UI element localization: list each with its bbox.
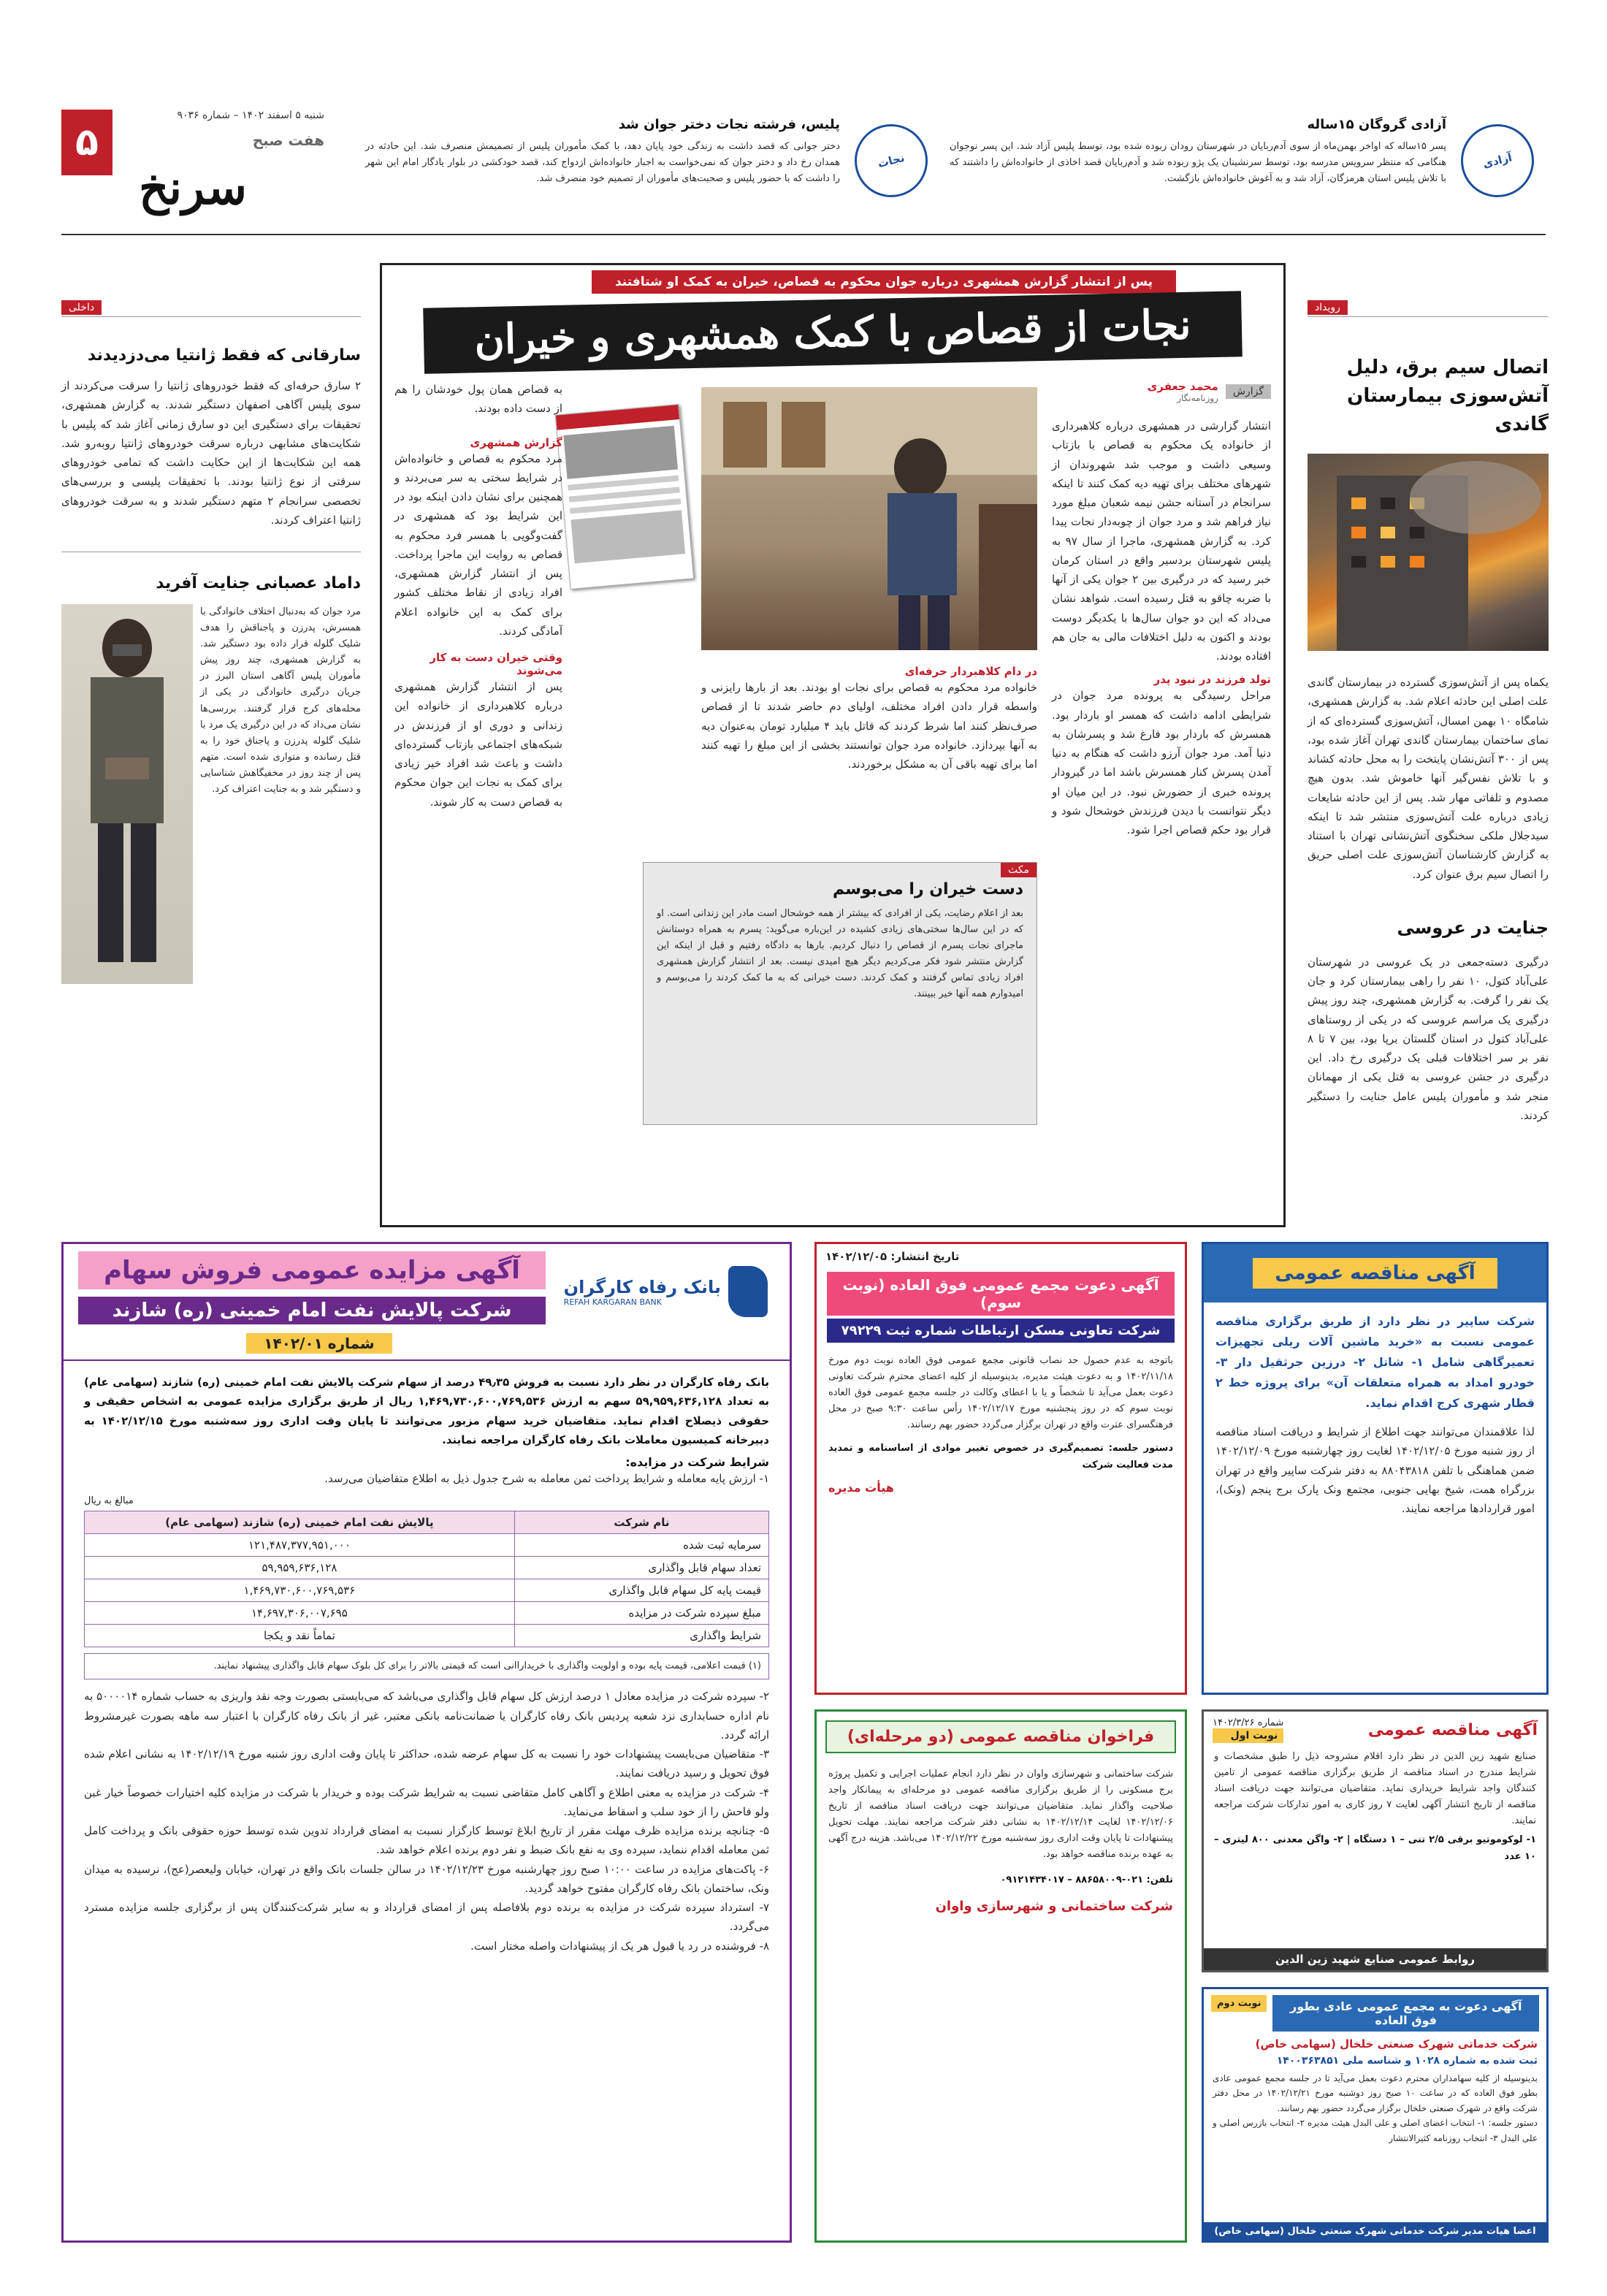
tender1-body-bold: شرکت ساپیر در نظر دارد از طریق برگزاری مناقصه عمومی نسبت به «خرید ماشین آلات ریلی تجهیزات تعمیرگاهی شامل ۱- شاتل ۲- درزین جرثقیل دار ۳- خودرو امداد به همراه متعلقات آن» برای پروژه خط ۲ قطار شهری کرج اقدام نماید. — [1215, 1314, 1535, 1410]
assembly2-title: آگهی دعوت به مجمع عمومی عادی بطور فوق العاده — [1272, 1995, 1539, 2032]
table-cell-value: تماماً نقد و یکجا — [85, 1625, 515, 1647]
main-col1b-text: مراحل رسیدگی به پرونده مرد جوان در شرایطی ادامه داشت که همسر او باردار بود. همسرش که باردار بود فارغ شد و پسرشان به دنیا آمد. مرد جوان آرزو داشت که هنگام به دنیا آمدن پسرش کنار همسرش باشد اما در گیرودار پرونده خبری از حضورش نبود. در این میان او دیگر نتوانست با دیدن فرزندش خوشحال شود و قرار بود حکم قصاص اجرا شود. — [1052, 689, 1271, 836]
assembly2-reg: ثبت شده به شماره ۱۰۲۸ و شناسه ملی ۱۴۰۰۳۶۳۸۵۱ — [1276, 2055, 1538, 2067]
assembly2-footer: اعضا هیات مدیر شرکت خدماتی شهرک صنعتی خلخال (سهامی خاص) — [1204, 2222, 1546, 2240]
tender1-ad — [1202, 1242, 1549, 1695]
tender3-round: نوبت اول — [1213, 1728, 1283, 1743]
top-news-2-title: پلیس، فرشته نجات دختر جوان شد — [618, 117, 840, 132]
auction-number: شماره ۱۴۰۲/۰۱ — [246, 1333, 392, 1354]
tender3-title: آگهی مناقصه عمومی — [1367, 1721, 1538, 1739]
assembly2-agenda: دستور جلسه: ۱- انتخاب اعضای اصلی و علی البدل هیئت مدیره ۲- انتخاب بازرس اصلی و علی البدل ۳- انتخاب روزنامه کثیرالانتشار — [1213, 2118, 1538, 2143]
suspect-photo — [61, 604, 193, 984]
assembly2-subtitle: شرکت خدماتی شهرک صنعتی خلخال (سهامی خاص) — [1255, 2037, 1538, 2051]
fire-photo — [1308, 454, 1549, 651]
main-col3b-text: پس از انتشار گزارش همشهری درباره کلاهبرداری از خانواده این زندانی و دوری او از فرزندش در شبکه‌های اجتماعی بازتاب گسترده‌ای داشت و باعث شد افراد خیر زیادی برای کمک به نجات این جوان محکوم به قصاص دست به کار شوند. — [394, 680, 562, 809]
main-col2-subhead: در دام کلاهبردار حرفه‌ای — [904, 665, 1037, 678]
date-issue: شنبه ۵ اسفند ۱۴۰۲ – شماره ۹۰۳۶ — [177, 110, 324, 121]
assembly2-body: بدینوسیله از کلیه سهامداران محترم دعوت بعمل می‌آید تا در جلسه مجمع عمومی عادی بطور فوق العاده که در ساعت ۱۰ صبح روز دوشنبه مورخ ۱۴۰۲/۱۲/۲۱ در محل دفتر شرکت واقع در شهرک صنعتی خلخال برگزار می‌گردد حضور بهم رسانند. — [1213, 2073, 1538, 2113]
top-news-2 — [365, 117, 928, 219]
table-cell-value: ۵۹,۹۵۹,۶۳۶,۱۲۸ — [85, 1557, 515, 1579]
tender3-ad — [1202, 1709, 1549, 1972]
auction-cond5: ۵- چنانچه برنده مزایده ظرف مهلت مقرر از تاریخ ابلاغ توسط کارگزار نسبت به امضای قرارداد تدوین شده توسط حوزه حقوقی بانک و پرداخت کامل ثمن معامله اقدام ننماید، سپرده وی به نفع بانک ضبط و نفر دوم برنده اعلام خواهد شد. — [84, 1824, 769, 1857]
assembly2-round: نوبت دوم — [1211, 1995, 1267, 2012]
section-tag-event: رویداد — [1308, 300, 1348, 315]
table-row — [85, 1557, 769, 1579]
table-cell-label: سرمایه ثبت شده — [514, 1534, 768, 1557]
page-number: ۵ — [75, 121, 99, 164]
main-col4 — [394, 380, 562, 812]
assembly1-title: آگهی دعوت مجمع عمومی فوق العاده (نوبت سوم) — [827, 1272, 1175, 1316]
table-cell-label: مبلغ سپرده شرکت در مزایده — [514, 1602, 768, 1625]
courtroom-photo — [701, 387, 1037, 650]
assembly1-body: باتوجه به عدم حصول حد نصاب قانونی مجمع عمومی فوق العاده نوبت دوم مورخ ۱۴۰۲/۱۱/۱۸ و به دعوت هیئت مدیره، بدینوسیله از کلیه اعضای محترم شرکت تعاونی دعوت بعمل می‌آید تا شخصاً و یا با اعطای وکالت در جلسه مجمع عمومی فوق العاده نوبت سوم که در روز پنجشنبه مورخ ۱۴۰۲/۱۲/۱۷ رأس ساعت ۹:۳۰ صبح در محل فرهنگسرای عترت واقع در تهران برگزار می‌گردد حضور بهم رسانند. — [828, 1355, 1173, 1431]
auction-cond1: ۱- ارزش پایه معامله و شرایط پرداخت ثمن معامله به شرح جدول ذیل به اطلاع متقاضیان می‌رسد. — [324, 1472, 769, 1485]
tender2-company: شرکت ساختمانی و شهرسازی واوان — [935, 1898, 1173, 1914]
report-label: گزارش — [1226, 384, 1271, 399]
tender3-number: شماره ۱۴۰۲/۳/۲۶ — [1213, 1717, 1284, 1728]
main-col2 — [701, 665, 1037, 774]
tender3-items: ۱- لوکوموتیو برقی ۲/۵ تنی – ۱ دستگاه | ۲- واگن معدنی ۸۰۰ لیتری – ۱۰ عدد — [1214, 1834, 1537, 1862]
assembly1-signature: هیأت مدیره — [828, 1480, 894, 1495]
top-news-2-body: دختر جوانی که قصد داشت به زندگی خود پایان دهد، با کمک مأموران پلیس از تصمیمش منصرف شد. این حادثه در همدان رخ داد و دختر جوان که نمی‌خواست به اجبار خانواده‌اش ازدواج کند، قصد خودکشی در بلوار یادگار امام این شهر را داشت که با حضور پلیس و صحبت‌های مأموران از تصمیم خود منصرف شد. — [365, 141, 840, 185]
main-col3-subhead2: وقتی خیران دست به کار می‌شوند — [430, 651, 562, 677]
tag-rule — [1308, 316, 1549, 317]
story1-title: اتصال سیم برق، دلیل آتش‌سوزی بیمارستان گاندی — [1346, 356, 1549, 435]
auction-table-header-cell: نام شرکت — [514, 1511, 768, 1534]
main-col3-text: مرد محکوم به قصاص و خانواده‌اش در شرایط سختی به سر می‌بردند و همچنین برای نشان دادن اینکه بود در این شرایط بود که همشهری در گفت‌وگویی با همسر فرد محکوم به قصاص به روایت این ماجرا پرداخت. پس از انتشار گزارش همشهری، افراد زیادی از نقاط مختلف کشور برای کمک به این خانواده اعلام آمادگی کردند. — [394, 451, 562, 638]
masthead-divider — [61, 234, 1546, 235]
story2-title: جنایت در عروسی — [1397, 917, 1549, 938]
top-news-1-body: پسر ۱۵ساله که اواخر بهمن‌ماه از سوی آدم‌ربایان در شهرستان رودان ربوده شده بود، توسط پلیس آزاد شد. این پسر نوجوان هنگامی که منتظر سرویس مدرسه بود، توسط سرنشینان یک پژو ربوده شد و آدم‌ربایان قصد اخاذی از خانواده‌اش را داشتند که با تلاش پلیس استان هرمزگان، آزاد شد و به آغوش خانواده‌اش بازگشت. — [950, 141, 1446, 185]
table-cell-label: قیمت پایه کل سهام قابل واگذاری — [514, 1579, 768, 1602]
auction-cond8: ۸- فروشنده در رد یا قبول هر یک از پیشنهادات واصله مختار است. — [470, 1939, 769, 1953]
auction-table — [84, 1511, 769, 1647]
main-story — [380, 263, 1286, 1227]
left-story2-title: داماد عصبانی جنایت آفرید — [156, 574, 361, 592]
left-story1-title: سارقانی که فقط ژانتیا می‌دزدیدند — [87, 346, 361, 365]
assembly1-date: تاریخ انتشار: ۱۴۰۲/۱۲/۰۵ — [825, 1250, 960, 1263]
freedom-stamp-icon: آزادی — [1453, 116, 1541, 205]
story2-body: درگیری دسته‌جمعی در یک عروسی در شهرستان علی‌آباد کتول، ۱۰ نفر را راهی بیمارستان کرد و جان یک نفر را گرفت. به گزارش همشهری، چند روز پیش درگیری یک مراسم عروسی که در یکی از روستاهای علی‌آباد کتول در استان گلستان برپا بود، بین ۷ تا ۸ نفر بر سر اختلافات قبلی یک درگیری رخ داد. این درگیری در جشن عروسی به قتل یکی از مهمانان منجر شد و مأموران پلیس عامل جنایت را دستگیر کردند. — [1308, 955, 1549, 1122]
left-story2-body: مرد جوان که به‌دنبال اختلاف خانوادگی با همسرش، پدرزن و پاجناقش را هدف شلیک گلوله قرار داده بود دستگیر شد. به گزارش همشهری، چند روز پیش مأموران پلیس آگاهی استان البرز در جریان درگیری خانوادگی در یکی از محله‌های کرج قرار گرفتند. بررسی‌ها نشان می‌داد که در این درگیری یک مرد با شلیک گلوله پدرزن و پاجناق خود را به قتل رسانده و متواری شده است. متهم پس از چند روز در مخفیگاهش شناسایی و دستگیر شد و به جنایت اعتراف کرد. — [200, 606, 361, 796]
assembly2-ad — [1202, 1987, 1549, 2243]
auction-subtitle: شرکت پالایش نفت امام خمینی (ره) شازند — [78, 1297, 546, 1324]
bank-name: بانک رفاه کارگران — [563, 1276, 721, 1297]
mother-box — [643, 862, 1037, 1125]
section-title: سرنخ — [138, 161, 248, 216]
auction-ad — [61, 1242, 792, 2243]
auction-table-caption: مبالغ به ریال — [84, 1495, 134, 1507]
main-col3-subhead: گزارش همشهری — [470, 435, 562, 449]
tender2-body: شرکت ساختمانی و شهرسازی واوان در نظر دارد انجام عملیات اجرایی و تکمیل پروژه برج مسکونی را از طریق برگزاری مناقصه عمومی دو مرحله‌ای به پیمانکار واجد صلاحیت واگذار نماید. متقاضیان می‌توانند جهت دریافت اسناد مناقصه از تاریخ ۱۴۰۲/۱۲/۰۶ لغایت ۱۴۰۲/۱۲/۱۴ به نشانی دفتر شرکت مراجعه نمایند. مهلت تحویل پیشنهادات تا پایان وقت اداری روز سه‌شنبه مورخ ۱۴۰۲/۱۲/۲۲ می‌باشد. هزینه درج آگهی به عهده برنده مناقصه خواهد بود. — [828, 1769, 1174, 1861]
tender1-title: آگهی مناقصه عمومی — [1253, 1258, 1497, 1289]
main-col1 — [1052, 380, 1271, 839]
auction-table-header-cell: پالایش نفت امام خمینی (ره) شازند (سهامی عام) — [85, 1511, 515, 1534]
table-cell-value: ۱,۴۶۹,۷۳۰,۶۰۰,۷۶۹,۵۳۶ — [85, 1579, 515, 1602]
box-tag: مکث — [1001, 863, 1037, 877]
box-title: دست خیران را می‌بوسم — [832, 880, 1023, 899]
bank-logo-icon — [728, 1266, 768, 1317]
main-col1-subhead: تولد فرزند در نبود پدر — [1153, 673, 1271, 687]
auction-header — [64, 1244, 790, 1361]
table-row — [85, 1625, 769, 1647]
table-row — [85, 1534, 769, 1557]
rescue-stamp-icon: نجات — [847, 116, 935, 205]
auction-cond4: ۴- شرکت در مزایده به معنی اطلاع و آگاهی کامل متقاضی نسبت به شرایط شرکت بوده و خریدار با شرکت در مزایده کلیه اختیارات خصوصاً خیار غبن ولو فاحش را از خود سلب و اسقاط می‌نماید. — [84, 1785, 769, 1818]
left-tag-rule — [61, 316, 361, 317]
auction-cond7: ۷- استرداد سپرده شرکت در مزایده به برنده دوم بلافاصله پس از امضای قرارداد و به سایر شرکت‌کنندگان پس از برگزاری جلسه مزایده مسترد می‌گردد. — [84, 1901, 769, 1934]
tender2-contact: تلفن: ۰۲۱-۸۸۶۵۸۰۰۹ – ۰۹۱۲۱۴۳۴۰۱۷ — [1000, 1874, 1173, 1885]
paper-name: هفت صبح — [252, 131, 324, 149]
main-kicker: پس از انتشار گزارش همشهری درباره جوان محکوم به قصاص، خیران به کمک او شتافتند — [592, 270, 1176, 294]
author-role: روزنامه‌نگار — [1177, 393, 1218, 403]
assembly1-agenda: دستور جلسه: تصمیم‌گیری در خصوص تغییر موادی از اساسنامه و تمدید مدت فعالیت شرکت — [828, 1443, 1173, 1471]
tender2-title: فراخوان مناقصه عمومی (دو مرحله‌ای) — [825, 1720, 1176, 1753]
table-row — [85, 1602, 769, 1625]
table-row — [85, 1579, 769, 1602]
assembly1-subtitle: شرکت تعاونی مسکن ارتباطات شماره ثبت ۷۹۲۲۹ — [827, 1319, 1175, 1343]
newspaper-clipping — [555, 404, 694, 590]
tender3-body: صنایع شهید زین الدین در نظر دارد اقلام مشروحه ذیل را طبق مشخصات و شرایط مندرج در اسناد مناقصه از طریق برگزاری مناقصه عمومی از تامین کنندگان واجد شرایط خریداری نماید. متقاضیان می‌توانند جهت دریافت اسناد مناقصه از تاریخ انتشار آگهی لغایت ۷ روز کاری به امور تدارکات شرکت مراجعه نمایند. — [1214, 1751, 1536, 1827]
tender2-ad — [814, 1709, 1187, 2243]
main-col2-text: خانواده مرد محکوم به قصاص برای نجات او بودند. بعد از بارها رایزنی و واسطه قرار دادن افراد مختلف، اولیای دم حاضر شدند تا از قصاص صرف‌نظر کنند اما شرط کردند که قاتل باید ۴ میلیارد تومان به‌عنوان دیه به آنها بپردازد. خانواده مرد جوان توانستند بخشی از این مبلغ را تهیه کنند اما برای تهیه باقی آن به مشکل برخوردند. — [701, 681, 1037, 771]
auction-conditions-title: شرایط شرکت در مزایده: — [625, 1455, 769, 1469]
author-name: محمد جعفری — [1147, 380, 1218, 393]
auction-notes: (۱) قیمت اعلامی، قیمت پایه بوده و اولویت واگذاری با خریداراانی است که قیمتی بالاتر را برای کل بلوک سهام قابل واگذاری پیشنهاد نمایند. — [84, 1653, 769, 1679]
main-col4-text: به قصاص همان پول خودشان را هم از دست داده بودند. — [394, 383, 562, 416]
top-news-1 — [950, 117, 1534, 219]
table-cell-value: ۱۴,۶۹۷,۳۰۶,۰۰۷,۶۹۵ — [85, 1602, 515, 1625]
assembly1-ad — [814, 1242, 1187, 1695]
table-cell-value: ۱۲۱,۴۸۷,۳۷۷,۹۵۱,۰۰۰ — [85, 1534, 515, 1557]
auction-title: آگهی مزایده عمومی فروش سهام — [78, 1251, 546, 1289]
tender1-body: لذا علاقمندان می‌توانند جهت اطلاع از شرایط و دریافت اسناد مناقصه از روز شنبه مورخ ۱۴۰۲/۱۲/۰۵ لغایت روز چهارشنبه مورخ ۱۴۰۲/۱۲/۰۹ ضمن هماهنگی با تلفن ۸۸۰۴۳۸۱۸ به دفتر شرکت ساپیر واقع در تهران بزرگراه همت، شیخ بهایی جنوبی، مجتمع ونک پارک برج پنجم (ونک)، امور قراردادها مراجعه نمایند. — [1215, 1425, 1535, 1515]
box-body: بعد از اعلام رضایت، یکی از افرادی که بیشتر از همه خوشحال است مادر این زندانی است. او که در این سال‌ها سختی‌های زیادی کشیده در این‌باره می‌گوید: پسرم به همراه دوستانش ماجرای نجات پسرم از قصاص را دنبال کردیم. بارها به دادگاه رفتیم و قبل از اینکه این گزارش منتشر شود فکر می‌کردیم دیگر هیچ امیدی نیست. بعد از انتشار گزارش همشهری افراد زیادی تماس گرفتند و کمک کردند. دست خیرانی که به ما کمک کردند را می‌بوسم و امیدوارم همه آنها خیر ببینند. — [657, 908, 1023, 1000]
tender1-header — [1204, 1244, 1546, 1303]
auction-table-header — [85, 1511, 769, 1534]
auction-cond6: ۶- پاکت‌های مزایده در ساعت ۱۰:۰۰ صبح روز چهارشنبه مورخ ۱۴۰۲/۱۲/۲۳ در سالن جلسات بانک واقع در تهران، خیابان ولیعصر(عج)، نرسیده به میدان ونک، ساختمان بانک رفاه کارگران مفتوح خواهد گردید. — [84, 1862, 769, 1895]
main-headline: نجات از قصاص با کمک همشهری و خیران — [423, 291, 1243, 373]
main-col1-text: انتشار گزارشی در همشهری درباره کلاهبرداری از خانواده یک محکوم به قصاص با بازتاب وسیعی داشت و موجب شد شهروندان از شهرهای مختلف برای تهیه دیه کمک کنند تا اینکه سرانجام در آستانه جشن نیمه شعبان مبلغ مورد نیاز فراهم شد و مرد جوان از چوبه‌دار نجات پیدا کرد. به گزارش همشهری، ماجرا از سال ۹۷ به پلیس شهرستان بردسیر واقع در استان کرمان خبر رسید که در درگیری بین ۲ جوان یکی از آنها با ضربه چاقو به قتل رسیده است. شواهد نشان می‌داد که این دو جوان سال‌ها با یکدیگر دوست بودند و اکنون به دلیل اختلافات مالی به جان هم افتاده بودند. — [1052, 419, 1271, 663]
table-cell-label: تعداد سهام قابل واگذاری — [514, 1557, 768, 1579]
auction-intro: بانک رفاه کارگران در نظر دارد نسبت به فروش ۴۹٫۳۵ درصد از سهام شرکت پالایش نفت امام خمینی (ره) شازند (سهامی عام) به تعداد ۵۹,۹۵۹,۶۳۶,۱۲۸ سهم به ارزش ۱,۴۶۹,۷۳۰,۶۰۰,۷۶۹,۵۳۶ ریال از طریق برگزاری مزایده عمومی به اشخاص حقیقی و حقوقی ذیصلاح اقدام نماید. متقاضیان خرید سهام مزبور می‌توانند تا پایان وقت اداری روز سه‌شنبه مورخ ۱۴۰۲/۱۲/۱۵ به دبیرخانه کمیسیون معاملات بانک رفاه کارگران مراجعه نمایند. — [84, 1376, 770, 1446]
top-news-1-title: آزادی گروگان ۱۵ساله — [1307, 117, 1446, 132]
tender3-footer: روابط عمومی صنایع شهید زین الدین — [1204, 1948, 1546, 1970]
masthead — [61, 110, 324, 219]
bank-logo — [564, 1266, 768, 1317]
auction-cond3: ۳- متقاضیان می‌بایست پیشنهادات خود را نسبت به کل سهام عرضه شده، حداکثر تا پایان وقت اداری روز شنبه مورخ ۱۴۰۲/۱۲/۱۹ به نشانی اعلام شده فوق تحویل و رسید دریافت نمایند. — [84, 1747, 770, 1780]
auction-cond2: ۲- سپرده شرکت در مزایده معادل ۱ درصد ارزش کل سهام قابل واگذاری می‌باشد که می‌بایستی بصورت وجه نقد واریزی به حساب شماره ۵۰۰۰۰۱۴ به نام اداره حسابداری نزد شعبه پردیس بانک رفاه کارگران یا ضمانت‌نامه بانکی معتبر، غیر از بانک رفاه کارگران با اعتبار سه ماهه بصورت غیرمشروط ارائه گردد. — [84, 1690, 769, 1742]
section-tag-domestic: داخلی — [61, 300, 102, 315]
left-story1-body: ۲ سارق حرفه‌ای که فقط خودروهای ژانتیا را سرقت می‌کردند از سوی پلیس آگاهی اصفهان دستگیر شدند. به گزارش همشهری، تحقیقات برای دستگیری این دو سارق زمانی آغاز شد که پلیس با شکایت‌های مشابهی درباره سرقت خودروهای ژانتیا روبه‌رو شد. همه این شکایت‌ها از این حکایت داشت که تمامی خودروهای سرقتی از نوع ژانتیا بودند. با تحقیقات پلیسی و بررسی‌های تخصصی سرانجام ۲ متهم دستگیر شدند و به سرقت خودروهای ژانتیا اعتراف کردند. — [61, 379, 361, 527]
story1-body: یکماه پس از آتش‌سوزی گسترده در بیمارستان گاندی علت اصلی این حادثه اعلام شد. به گزارش همشهری، شامگاه ۱۰ بهمن امسال، آتش‌سوزی گسترده‌ای که از نمای ساختمان بیمارستان گاندی تهران آغاز شده بود، پس از ۳۰۰ آتش‌نشان پایتخت را به محل حادثه کشاند و با تلاش نفس‌گیر آنها خاموش شد. بدون هیچ مصدوم و تلفاتی مهار شد. پس از این حادثه شایعات زیادی درباره علت آتش‌سوزی منتشر شد تا اینکه سیدجلال ملکی سخنگوی آتش‌نشانی تهران با استناد به گزارش کارشناسان آتش‌سوزی علت اصلی حریق را اتصال سیم برق عنوان کرد. — [1308, 676, 1549, 881]
bank-name-en: REFAH KARGARAN BANK — [563, 1297, 662, 1307]
table-cell-label: شرایط واگذاری — [514, 1625, 768, 1647]
